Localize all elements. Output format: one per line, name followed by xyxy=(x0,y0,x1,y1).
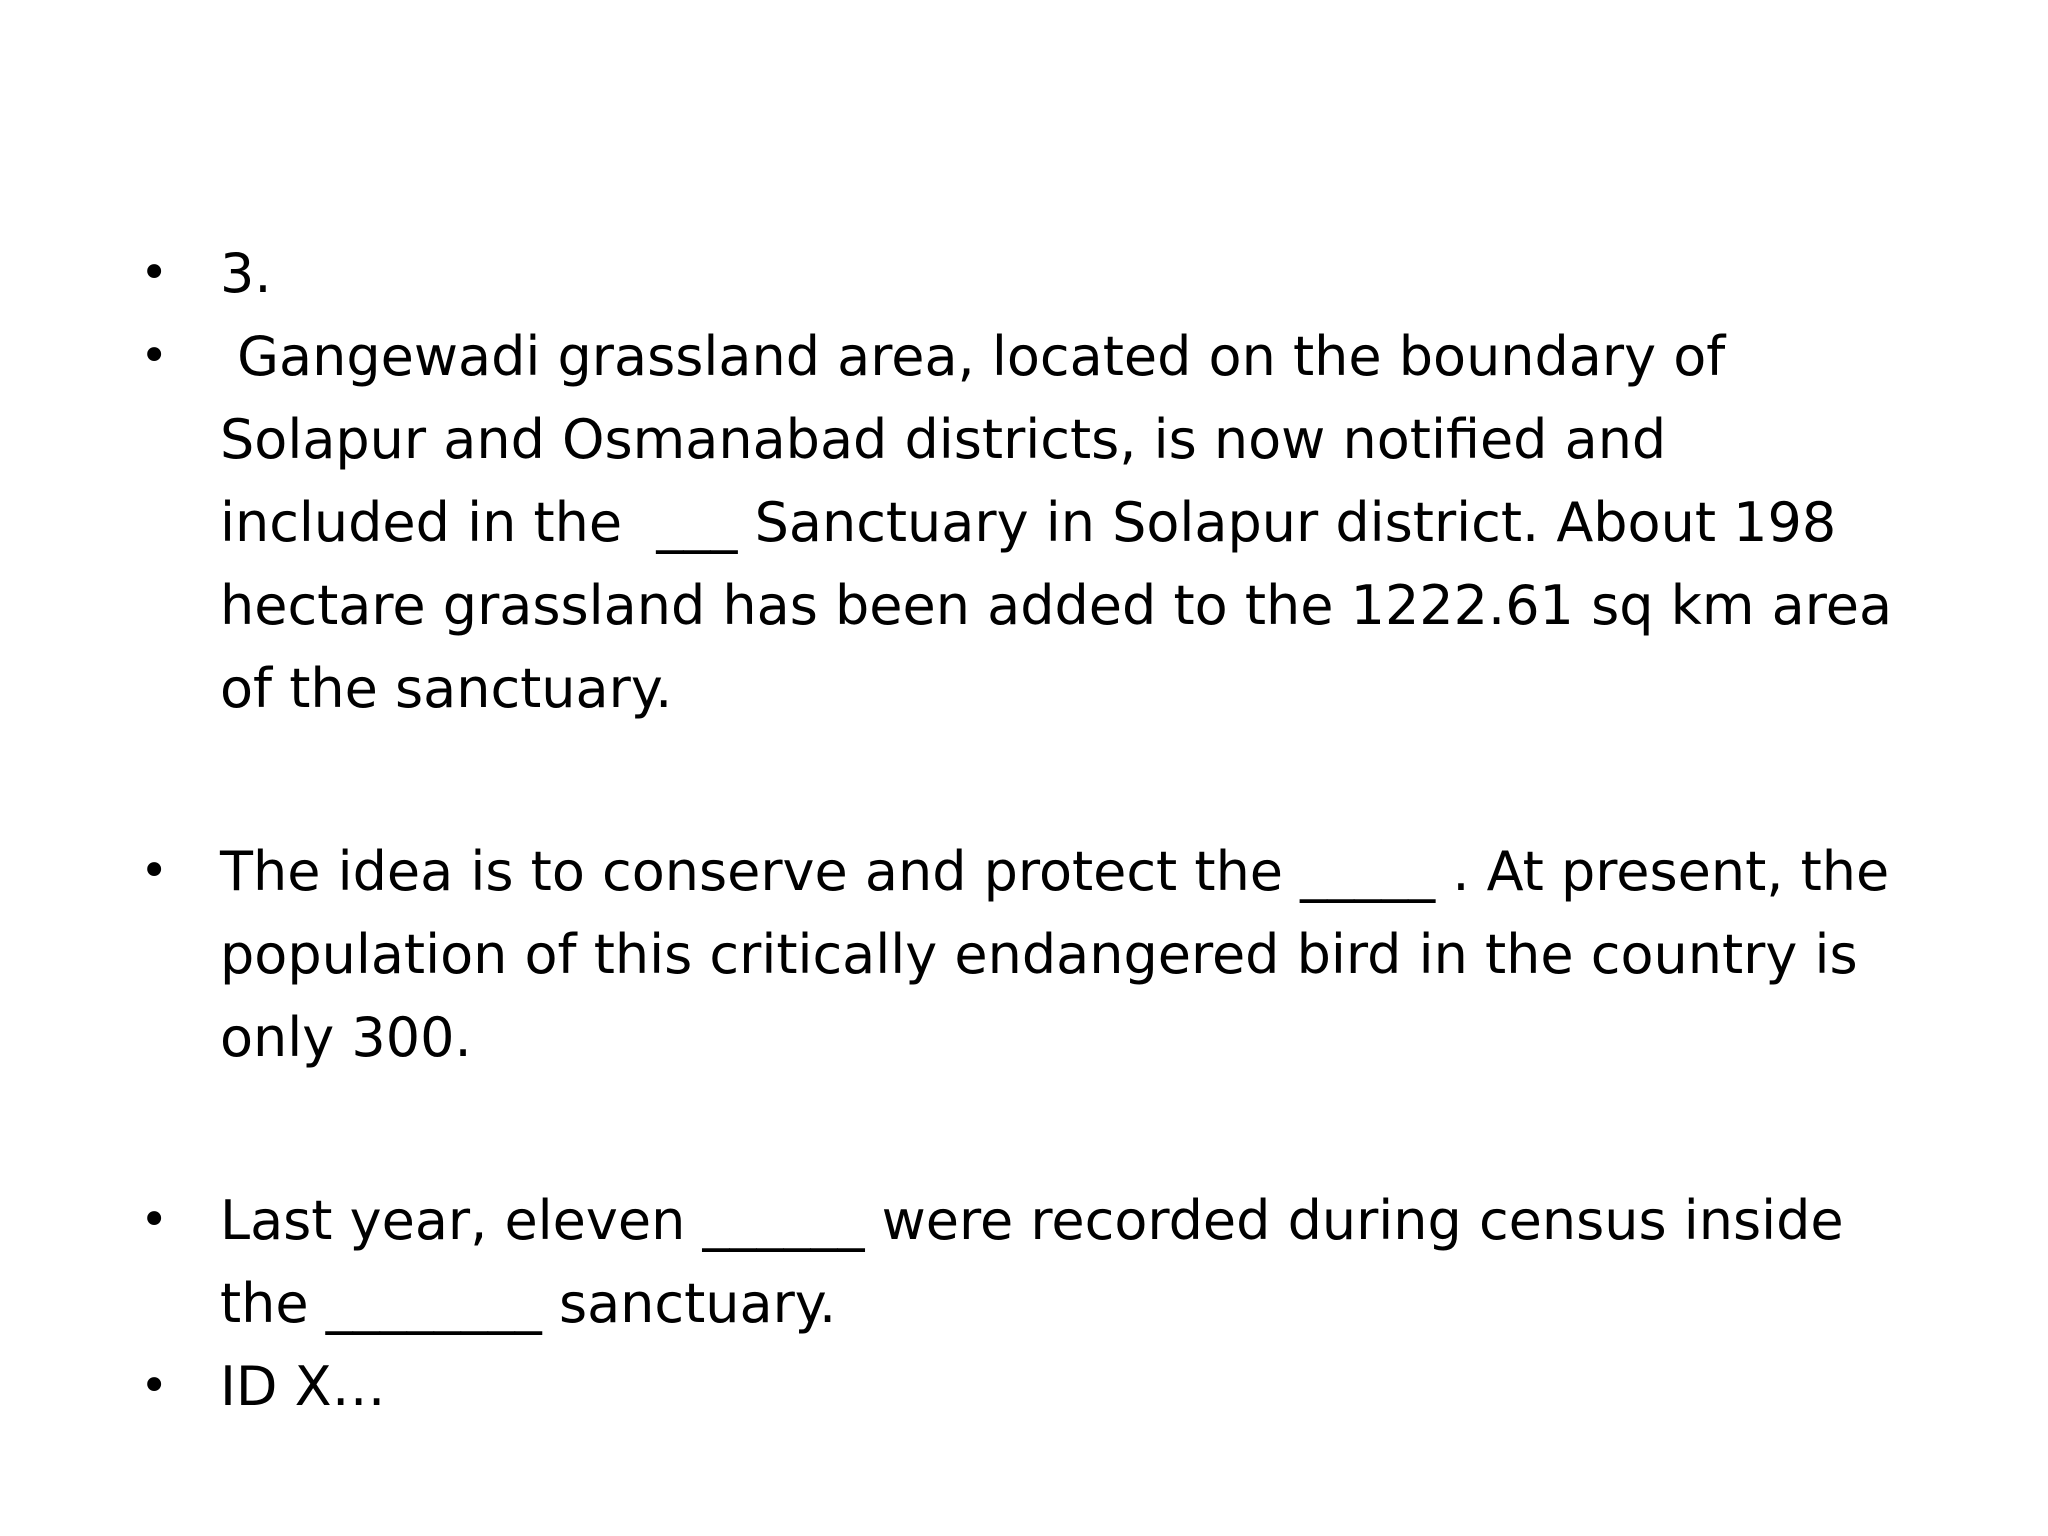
conserve-paragraph: The idea is to conserve and protect the _____ . At present, the population of this critically endangered bird in the country is only 300. xyxy=(220,840,1890,1069)
question-number: 3. xyxy=(220,242,272,305)
bullet-list xyxy=(140,232,1970,1428)
bullet-item-census xyxy=(140,1179,1970,1345)
bullet-point-icon: • xyxy=(140,843,169,899)
id-label: ID X… xyxy=(220,1355,386,1418)
bullet-point-icon: • xyxy=(140,1192,169,1248)
census-paragraph: Last year, eleven ______ were recorded during census inside the ________ sanctuary. xyxy=(220,1189,1844,1335)
bullet-item-conserve xyxy=(140,830,1970,1079)
bullet-point-icon: • xyxy=(140,1358,169,1414)
bullet-point-icon: • xyxy=(140,245,169,301)
bullet-point-icon: • xyxy=(140,328,169,384)
bullet-item-id xyxy=(140,1345,1970,1428)
bullet-item-number xyxy=(140,232,1970,315)
grassland-paragraph: Gangewadi grassland area, located on the boundary of Solapur and Osmanabad districts, is now notified and included in the ___ Sanctuary in Solapur district. About 198 hectare grassland has been added to the 1222.61 sq km area of the sanctuary. xyxy=(220,325,1893,720)
bullet-item-grassland xyxy=(140,315,1970,730)
